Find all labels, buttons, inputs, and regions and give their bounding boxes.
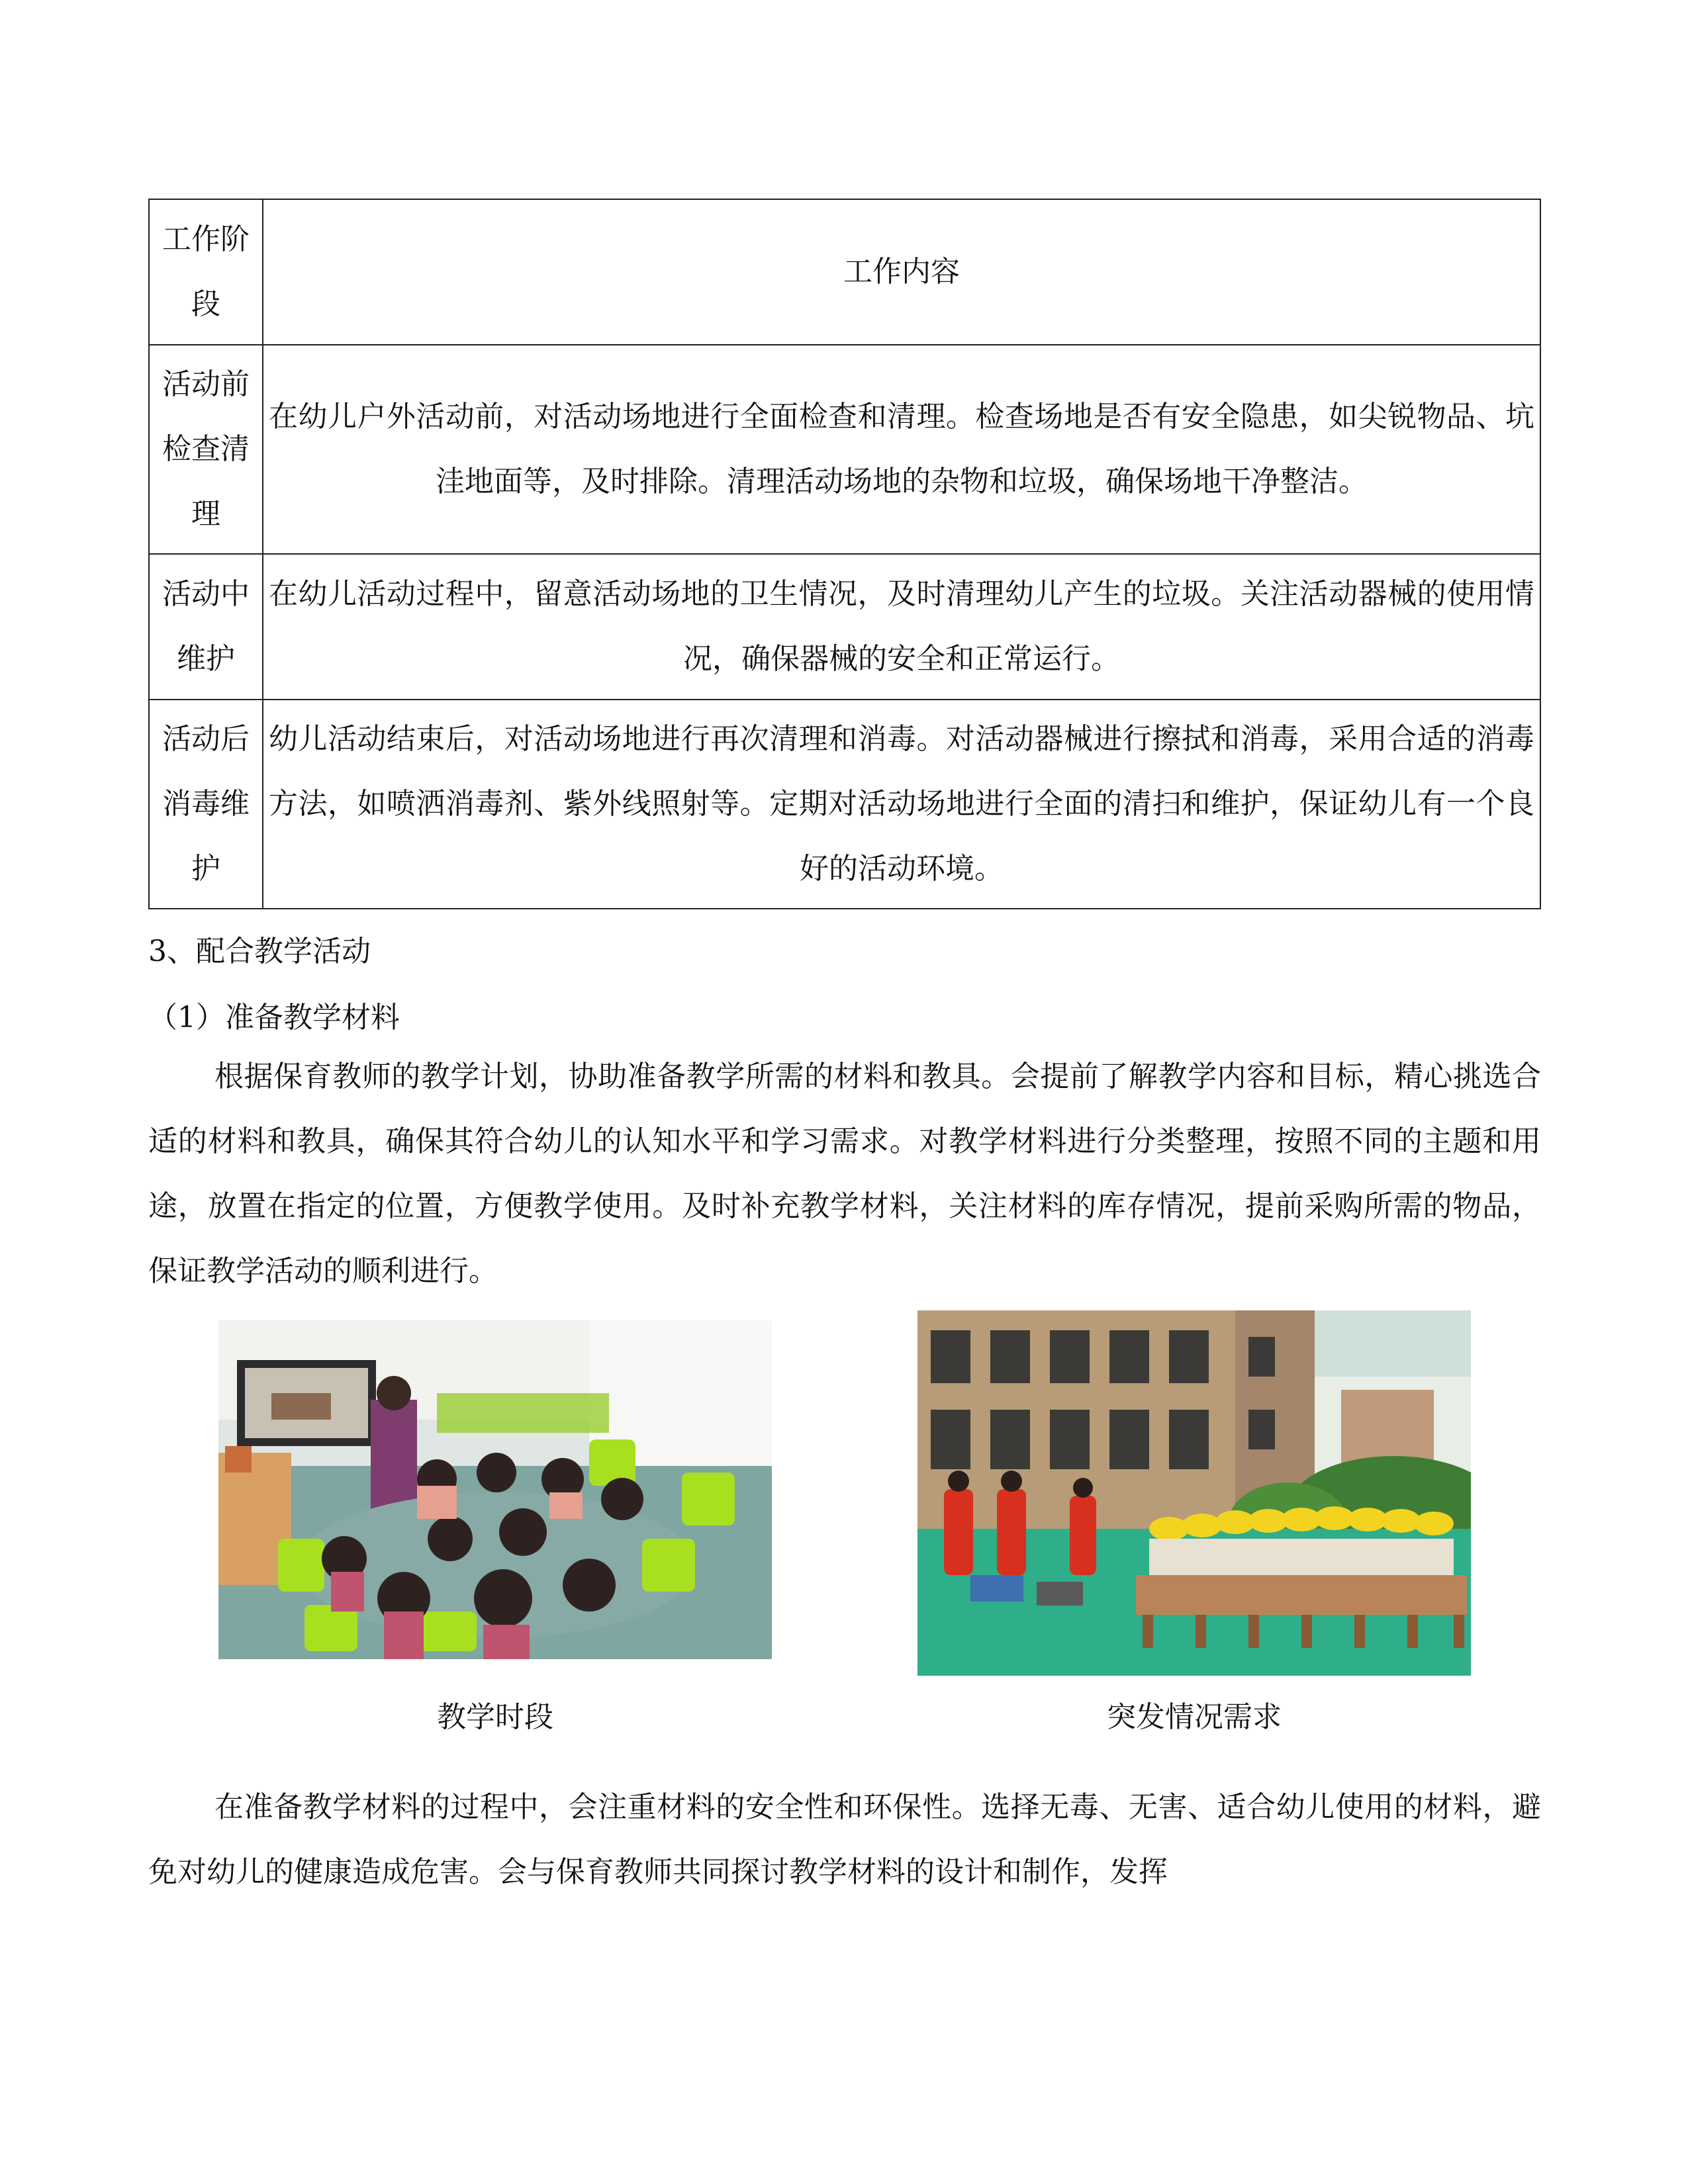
photo-caption: 突发情况需求 (1107, 1700, 1282, 1734)
table-header-row (149, 199, 1540, 345)
photo-caption: 教学时段 (437, 1700, 553, 1734)
table-row (149, 345, 1540, 554)
classroom-photo (218, 1320, 772, 1659)
paragraph-materials: 根据保育教师的教学计划，协助准备教学所需的材料和教具。会提前了解教学内容和目标，精心挑选合适的材料和教具，确保其符合幼儿的认知水平和学习需求。对教学材料进行分类整理，按照不同的主题和用途，放置在指定的位置，方便教学使用。及时补充教学材料，关注材料的库存情况，提前采购所需的物品，保证教学活动的顺利进行。 (148, 1060, 1541, 1288)
work-stage-table (148, 199, 1541, 909)
classroom-photo-illustration (218, 1320, 772, 1659)
content-cell: 幼儿活动结束后，对活动场地进行再次清理和消毒。对活动器械进行擦拭和消毒，采用合适的消毒方法，如喷洒消毒剂、紫外线照射等。定期对活动场地进行全面的清扫和维护，保证幼儿有一个良好的活动环境。 (263, 700, 1540, 909)
subsection-heading: （1）准备教学材料 (148, 1001, 400, 1034)
stage-cell: 活动中维护 (149, 554, 263, 700)
content-cell: 在幼儿户外活动前，对活动场地进行全面检查和清理。检查场地是否有安全隐患，如尖锐物品、坑洼地面等，及时排除。清理活动场地的杂物和垃圾，确保场地干净整洁。 (263, 345, 1540, 554)
header-stage-cell: 工作阶段 (149, 199, 263, 345)
outdoor-drill-photo (917, 1310, 1471, 1676)
stage-cell: 活动前检查清理 (149, 345, 263, 554)
table-row (149, 554, 1540, 700)
content-cell: 在幼儿活动过程中，留意活动场地的卫生情况，及时清理幼儿产生的垃圾。关注活动器械的使用情况，确保器械的安全和正常运行。 (263, 554, 1540, 700)
header-content-cell: 工作内容 (263, 199, 1540, 345)
table-row (149, 700, 1540, 909)
section-heading: 3、配合教学活动 (148, 934, 371, 968)
stage-cell: 活动后消毒维护 (149, 700, 263, 909)
paragraph-safety: 在准备教学材料的过程中，会注重材料的安全性和环保性。选择无毒、无害、适合幼儿使用的材料，避免对幼儿的健康造成危害。会与保育教师共同探讨教学材料的设计和制作，发挥 (148, 1790, 1541, 1889)
outdoor-drill-photo-illustration (917, 1310, 1471, 1676)
